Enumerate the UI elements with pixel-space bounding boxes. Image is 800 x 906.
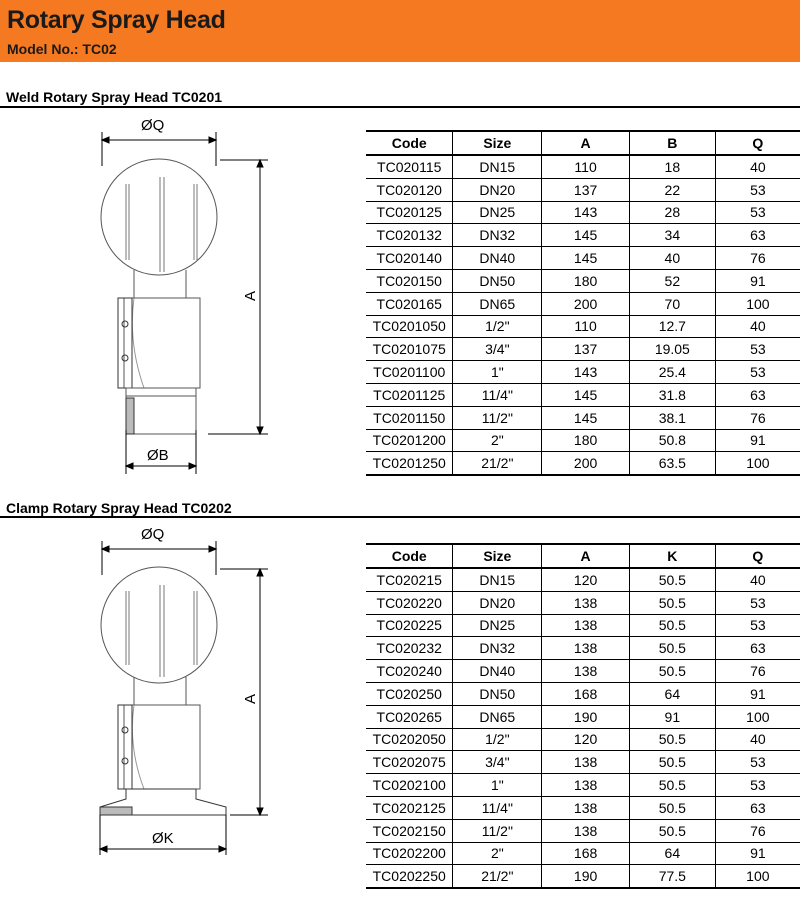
table-cell: DN25	[453, 201, 542, 224]
page-title: Rotary Spray Head	[7, 6, 226, 34]
table-cell: DN15	[453, 155, 542, 178]
table-cell: TC020125	[366, 201, 453, 224]
table-row	[366, 224, 800, 247]
clamp-section-title: Clamp Rotary Spray Head TC0202	[6, 500, 232, 516]
table-cell: 180	[542, 269, 630, 292]
table-row	[366, 383, 800, 406]
table-cell: 53	[715, 774, 800, 797]
table-cell: 138	[542, 796, 630, 819]
table-cell: 40	[715, 315, 800, 338]
table-cell: 138	[542, 774, 630, 797]
table-cell: 70	[629, 292, 715, 315]
table-row	[366, 865, 800, 888]
table-cell: 91	[715, 682, 800, 705]
table-row	[366, 338, 800, 361]
table-cell: 1"	[453, 361, 542, 384]
table-row	[366, 361, 800, 384]
table-cell: 110	[542, 315, 630, 338]
table-cell: DN25	[453, 614, 542, 637]
table-row	[366, 568, 800, 591]
table-cell: 143	[542, 201, 630, 224]
table-row	[366, 315, 800, 338]
table-cell: 145	[542, 224, 630, 247]
table-cell: TC0201050	[366, 315, 453, 338]
table-cell: 19.05	[629, 338, 715, 361]
table-cell: 64	[629, 682, 715, 705]
table-cell: 76	[715, 660, 800, 683]
table-cell: TC020225	[366, 614, 453, 637]
table-cell: 25.4	[629, 361, 715, 384]
table-cell: 34	[629, 224, 715, 247]
table-cell: TC020232	[366, 637, 453, 660]
table-cell: 11/4"	[453, 383, 542, 406]
table-cell: 50.5	[629, 660, 715, 683]
table-cell: 53	[715, 361, 800, 384]
weld-spray-head-drawing	[90, 112, 290, 482]
table-cell: 63	[715, 796, 800, 819]
table-row	[366, 796, 800, 819]
header-banner	[0, 0, 800, 62]
table-cell: 1/2"	[453, 315, 542, 338]
table-cell: DN65	[453, 292, 542, 315]
table-cell: 53	[715, 591, 800, 614]
table-cell: 50.8	[629, 429, 715, 452]
clamp-table-header	[366, 544, 800, 568]
table-cell: 138	[542, 614, 630, 637]
table-cell: TC020120	[366, 178, 453, 201]
table-cell: TC0201100	[366, 361, 453, 384]
weld-section-divider	[0, 106, 800, 108]
weld-label-b: ØB	[147, 447, 169, 464]
table-cell: 53	[715, 338, 800, 361]
weld-section-title: Weld Rotary Spray Head TC0201	[6, 89, 223, 105]
table-cell: 200	[542, 292, 630, 315]
table-cell: DN40	[453, 660, 542, 683]
table-cell: TC020140	[366, 247, 453, 270]
table-row	[366, 292, 800, 315]
table-cell: TC0201125	[366, 383, 453, 406]
table-cell: 110	[542, 155, 630, 178]
table-cell: 50.5	[629, 568, 715, 591]
table-cell: 200	[542, 452, 630, 475]
table-cell: 138	[542, 660, 630, 683]
table-cell: 53	[715, 751, 800, 774]
weld-col-header: Code	[366, 131, 453, 155]
table-cell: 76	[715, 247, 800, 270]
table-cell: 40	[715, 155, 800, 178]
table-row	[366, 614, 800, 637]
clamp-label-k: ØK	[152, 830, 174, 847]
table-row	[366, 155, 800, 178]
table-cell: 21/2"	[453, 865, 542, 888]
table-cell: TC0202150	[366, 819, 453, 842]
table-cell: TC020220	[366, 591, 453, 614]
table-row	[366, 201, 800, 224]
table-row	[366, 660, 800, 683]
clamp-label-q: ØQ	[141, 526, 165, 543]
table-row	[366, 637, 800, 660]
table-cell: 53	[715, 178, 800, 201]
weld-spec-table	[366, 130, 800, 476]
table-cell: 100	[715, 292, 800, 315]
clamp-col-header: Code	[366, 544, 453, 568]
table-cell: 40	[715, 728, 800, 751]
table-cell: TC0202250	[366, 865, 453, 888]
table-cell: 91	[715, 429, 800, 452]
table-cell: 63.5	[629, 452, 715, 475]
table-cell: 12.7	[629, 315, 715, 338]
clamp-col-header: A	[542, 544, 630, 568]
table-row	[366, 705, 800, 728]
weld-col-header: Q	[715, 131, 800, 155]
table-cell: 91	[715, 269, 800, 292]
clamp-table-body	[366, 568, 800, 888]
table-cell: 190	[542, 705, 630, 728]
table-cell: TC020165	[366, 292, 453, 315]
clamp-col-header: Q	[715, 544, 800, 568]
table-cell: 145	[542, 383, 630, 406]
table-cell: 137	[542, 178, 630, 201]
table-cell: TC0201250	[366, 452, 453, 475]
table-cell: 1/2"	[453, 728, 542, 751]
table-row	[366, 591, 800, 614]
table-cell: DN32	[453, 224, 542, 247]
weld-label-a: A	[242, 291, 259, 302]
table-row	[366, 247, 800, 270]
table-cell: 76	[715, 819, 800, 842]
weld-table-body	[366, 155, 800, 475]
table-cell: DN20	[453, 178, 542, 201]
table-row	[366, 842, 800, 865]
table-row	[366, 429, 800, 452]
table-cell: 91	[715, 842, 800, 865]
table-cell: 120	[542, 568, 630, 591]
table-cell: 31.8	[629, 383, 715, 406]
table-cell: TC020150	[366, 269, 453, 292]
table-cell: DN32	[453, 637, 542, 660]
table-cell: TC0202075	[366, 751, 453, 774]
table-cell: DN40	[453, 247, 542, 270]
table-cell: 28	[629, 201, 715, 224]
table-cell: 50.5	[629, 728, 715, 751]
table-cell: 138	[542, 751, 630, 774]
table-cell: 63	[715, 383, 800, 406]
table-cell: 64	[629, 842, 715, 865]
table-cell: 138	[542, 591, 630, 614]
table-cell: 137	[542, 338, 630, 361]
table-cell: 120	[542, 728, 630, 751]
table-cell: DN50	[453, 269, 542, 292]
weld-col-header: B	[629, 131, 715, 155]
table-cell: 91	[629, 705, 715, 728]
table-cell: TC020215	[366, 568, 453, 591]
table-cell: DN50	[453, 682, 542, 705]
table-cell: TC0201075	[366, 338, 453, 361]
clamp-spec-table	[366, 543, 800, 889]
table-cell: 143	[542, 361, 630, 384]
table-cell: 145	[542, 247, 630, 270]
table-cell: 138	[542, 819, 630, 842]
weld-table-header	[366, 131, 800, 155]
table-row	[366, 819, 800, 842]
table-cell: 76	[715, 406, 800, 429]
table-cell: 100	[715, 865, 800, 888]
table-cell: TC0201150	[366, 406, 453, 429]
table-cell: 11/2"	[453, 406, 542, 429]
table-cell: 63	[715, 224, 800, 247]
table-cell: 50.5	[629, 637, 715, 660]
table-row	[366, 406, 800, 429]
table-cell: 50.5	[629, 591, 715, 614]
table-cell: 77.5	[629, 865, 715, 888]
table-cell: 53	[715, 614, 800, 637]
clamp-section-divider	[0, 516, 800, 518]
table-cell: 50.5	[629, 819, 715, 842]
clamp-label-a: A	[242, 694, 259, 705]
table-cell: 1"	[453, 774, 542, 797]
table-cell: 168	[542, 842, 630, 865]
table-cell: TC0202200	[366, 842, 453, 865]
table-cell: 22	[629, 178, 715, 201]
table-row	[366, 452, 800, 475]
table-cell: 50.5	[629, 614, 715, 637]
table-row	[366, 728, 800, 751]
table-cell: 190	[542, 865, 630, 888]
weld-label-q: ØQ	[141, 117, 165, 134]
table-cell: 11/2"	[453, 819, 542, 842]
table-row	[366, 774, 800, 797]
table-cell: 100	[715, 705, 800, 728]
table-cell: 138	[542, 637, 630, 660]
clamp-col-header: Size	[453, 544, 542, 568]
clamp-col-header: K	[629, 544, 715, 568]
table-cell: 40	[715, 568, 800, 591]
table-row	[366, 178, 800, 201]
table-cell: 50.5	[629, 796, 715, 819]
table-cell: 21/2"	[453, 452, 542, 475]
weld-col-header: Size	[453, 131, 542, 155]
table-cell: 52	[629, 269, 715, 292]
table-row	[366, 269, 800, 292]
table-cell: 3/4"	[453, 751, 542, 774]
table-cell: 3/4"	[453, 338, 542, 361]
table-cell: 38.1	[629, 406, 715, 429]
clamp-spray-head-drawing	[90, 525, 290, 895]
table-row	[366, 682, 800, 705]
table-cell: 53	[715, 201, 800, 224]
table-cell: 2"	[453, 842, 542, 865]
table-cell: DN65	[453, 705, 542, 728]
table-cell: 180	[542, 429, 630, 452]
table-row	[366, 751, 800, 774]
table-cell: TC020240	[366, 660, 453, 683]
table-cell: TC020265	[366, 705, 453, 728]
table-cell: TC020115	[366, 155, 453, 178]
table-cell: 100	[715, 452, 800, 475]
table-cell: TC0202050	[366, 728, 453, 751]
table-cell: 18	[629, 155, 715, 178]
table-cell: TC020132	[366, 224, 453, 247]
table-cell: TC0201200	[366, 429, 453, 452]
table-cell: 11/4"	[453, 796, 542, 819]
table-cell: 63	[715, 637, 800, 660]
table-cell: 40	[629, 247, 715, 270]
table-cell: TC020250	[366, 682, 453, 705]
weld-col-header: A	[542, 131, 630, 155]
table-cell: 50.5	[629, 751, 715, 774]
table-cell: 168	[542, 682, 630, 705]
table-cell: TC0202100	[366, 774, 453, 797]
table-cell: 145	[542, 406, 630, 429]
model-number: Model No.: TC02	[7, 41, 117, 57]
table-cell: DN15	[453, 568, 542, 591]
table-cell: DN20	[453, 591, 542, 614]
table-cell: 50.5	[629, 774, 715, 797]
table-cell: TC0202125	[366, 796, 453, 819]
table-cell: 2"	[453, 429, 542, 452]
